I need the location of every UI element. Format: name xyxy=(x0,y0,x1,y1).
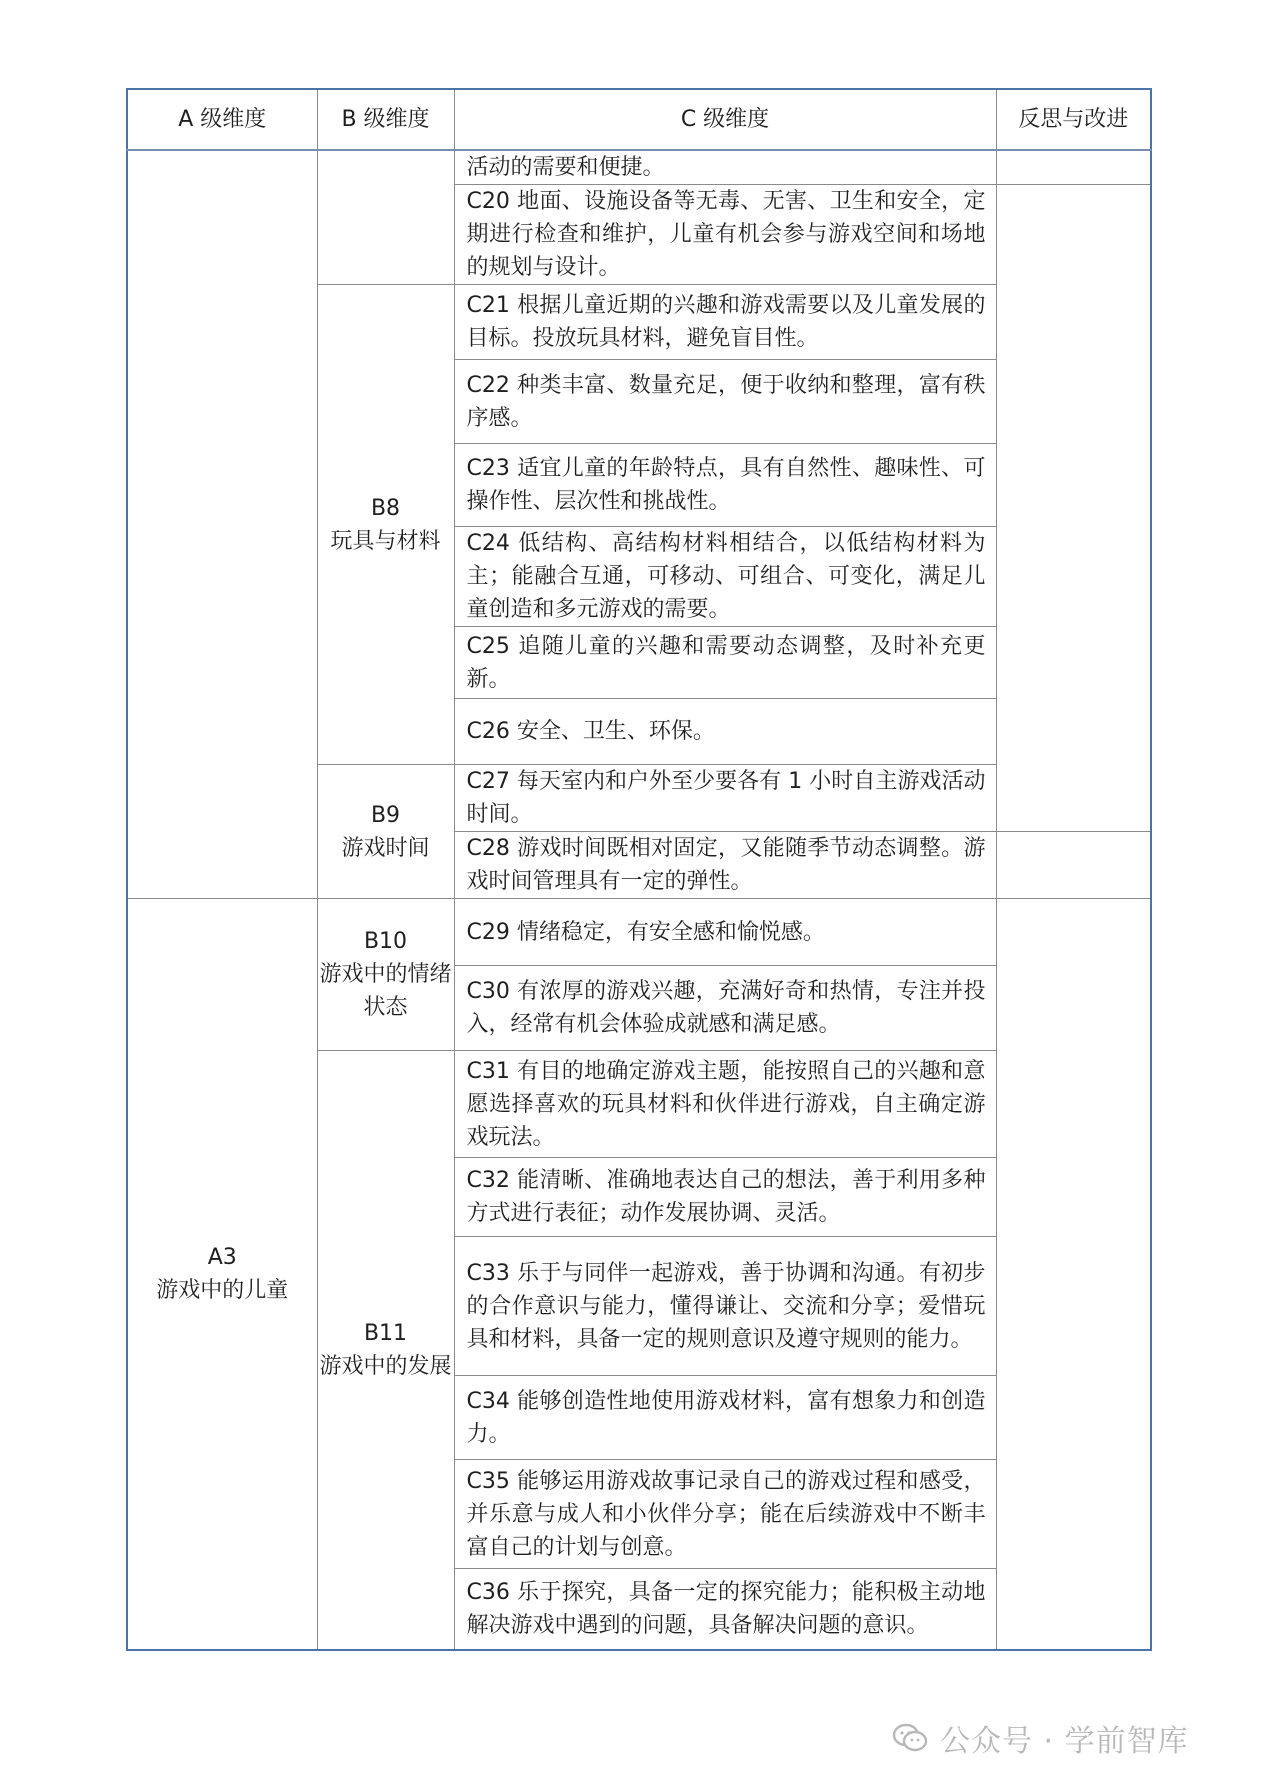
a3-code: A3 xyxy=(207,1245,237,1270)
c-item-c27: C27 每天室内和户外至少要各有 1 小时自主游戏活动时间。 xyxy=(454,765,996,832)
b9-code: B9 xyxy=(370,802,401,828)
wechat-icon xyxy=(892,1722,928,1754)
header-reflection: 反思与改进 xyxy=(996,89,1151,150)
c-item-c21: C21 根据儿童近期的兴趣和游戏需要以及儿童发展的目标。投放玩具材料，避免盲目性。 xyxy=(454,285,996,360)
c-item-c36: C36 乐于探究，具备一定的探究能力；能积极主动地解决游戏中遇到的问题，具备解决问题的意识。 xyxy=(454,1569,996,1651)
b-cell-b11 xyxy=(317,1051,454,1651)
header-c-level: C 级维度 xyxy=(454,89,996,150)
watermark-text: 公众号 · 学前智库 xyxy=(940,1724,1189,1759)
b-cell-b8 xyxy=(317,285,454,765)
b9-name: 游戏时间 xyxy=(341,835,430,861)
c-item-c35: C35 能够运用游戏故事记录自己的游戏过程和感受，并乐意与成人和小伙伴分享；能在后续游戏中不断丰富自己的计划与创意。 xyxy=(454,1460,996,1569)
b8-code: B8 xyxy=(370,495,401,521)
reflection-cell[interactable] xyxy=(996,832,1151,899)
c-item-c24: C24 低结构、高结构材料相结合，以低结构材料为主；能融合互通，可移动、可组合、可变化，满足儿童创造和多元游戏的需要。 xyxy=(454,527,996,627)
b10-code: B10 xyxy=(363,929,408,954)
b-cell-b9 xyxy=(317,765,454,899)
a-cell-continued xyxy=(127,150,317,899)
c-item-c32: C32 能清晰、准确地表达自己的想法，善于利用多种方式进行表征；动作发展协调、灵活。 xyxy=(454,1158,996,1237)
reflection-cell[interactable] xyxy=(996,899,1151,1651)
c-item-c28: C28 游戏时间既相对固定，又能随季节动态调整。游戏时间管理具有一定的弹性。 xyxy=(454,832,996,899)
header-b-level: B 级维度 xyxy=(317,89,454,150)
watermark xyxy=(892,1718,1189,1758)
c-item-c26: C26 安全、卫生、环保。 xyxy=(454,699,996,765)
c-item-c23: C23 适宜儿童的年龄特点，具有自然性、趣味性、可操作性、层次性和挑战性。 xyxy=(454,444,996,527)
c-item-c22: C22 种类丰富、数量充足，便于收纳和整理，富有秩序感。 xyxy=(454,360,996,444)
c-item-c25: C25 追随儿童的兴趣和需要动态调整，及时补充更新。 xyxy=(454,627,996,699)
b-cell-b10 xyxy=(317,899,454,1051)
b11-name: 游戏中的发展 xyxy=(319,1354,452,1379)
reflection-cell[interactable] xyxy=(996,185,1151,832)
c-item-continuation: 活动的需要和便捷。 xyxy=(454,150,996,185)
c-item-c31: C31 有目的地确定游戏主题，能按照自己的兴趣和意愿选择喜欢的玩具材料和伙伴进行游戏，自主确定游戏玩法。 xyxy=(454,1051,996,1158)
c-item-c33: C33 乐于与同伴一起游戏，善于协调和沟通。有初步的合作意识与能力，懂得谦让、交流和分享；爱惜玩具和材料，具备一定的规则意识及遵守规则的能力。 xyxy=(454,1237,996,1376)
b10-name: 游戏中的情绪状态 xyxy=(319,962,452,1020)
a-cell-a3 xyxy=(127,899,317,1651)
c-item-c29: C29 情绪稳定，有安全感和愉悦感。 xyxy=(454,899,996,966)
table-header-row xyxy=(127,89,1151,150)
evaluation-table xyxy=(126,88,1152,1651)
c-item-c34: C34 能够创造性地使用游戏材料，富有想象力和创造力。 xyxy=(454,1376,996,1460)
a3-name: 游戏中的儿童 xyxy=(156,1278,289,1303)
table-row xyxy=(127,150,1151,185)
header-a-level: A 级维度 xyxy=(127,89,317,150)
c-item-c20: C20 地面、设施设备等无毒、无害、卫生和安全，定期进行检查和维护，儿童有机会参与游戏空间和场地的规划与设计。 xyxy=(454,185,996,285)
reflection-cell[interactable] xyxy=(996,150,1151,185)
b11-code: B11 xyxy=(363,1321,408,1346)
table-row xyxy=(127,899,1151,966)
b8-name: 玩具与材料 xyxy=(330,528,441,554)
c-item-c30: C30 有浓厚的游戏兴趣，充满好奇和热情，专注并投入，经常有机会体验成就感和满足感。 xyxy=(454,966,996,1051)
b-cell-continued xyxy=(317,150,454,285)
